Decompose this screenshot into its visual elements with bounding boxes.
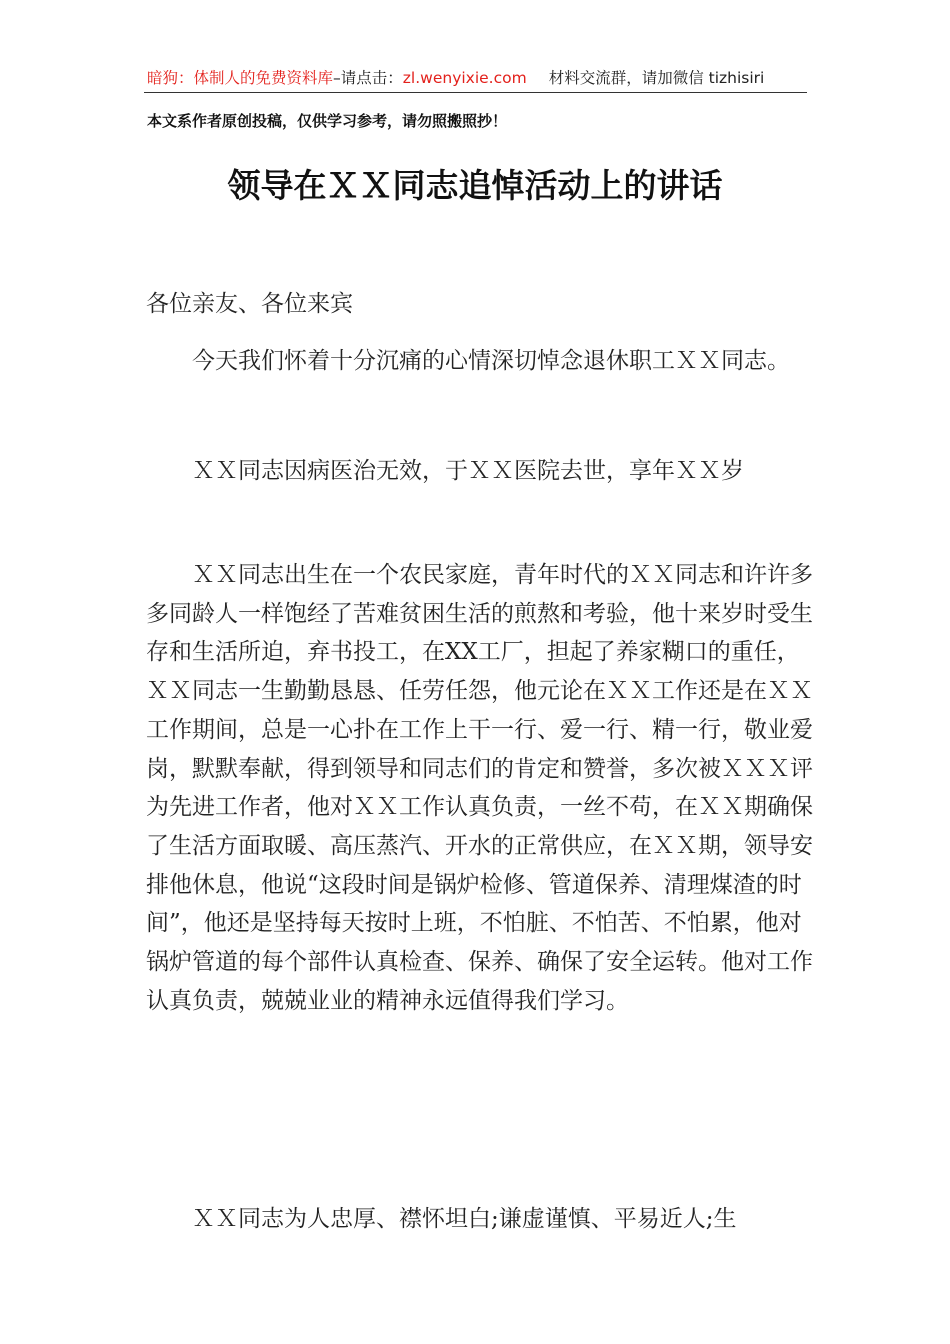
paragraph-text: ＸＸ同志因病医治无效，于ＸＸ医院去世，享年ＸＸ岁 — [192, 458, 744, 484]
click-prefix: –请点击： — [333, 69, 403, 87]
paragraph-text: ＸＸ同志为人忠厚、襟怀坦白;谦虚谨慎、平易近人;生 — [192, 1206, 737, 1232]
document-title: 领导在ＸＸ同志追悼活动上的讲话 — [227, 166, 723, 205]
paragraph-text: 今天我们怀着十分沉痛的心情深切悼念退休职工ＸＸ同志。 — [192, 348, 790, 374]
body-paragraph-3 — [146, 556, 814, 1020]
body-paragraph-2 — [146, 452, 814, 491]
paragraph-text: ＸＸ同志出生在一个农民家庭，青年时代的ＸＸ同志和许许多多同龄人一样饱经了苦难贫困生活的煎熬和考验，他十来岁时受生存和生活所迫，弃书投工，在XX工厂，担起了养家糊口的重任，ＸＸ同志一生勤勤恳恳、任劳任怨，他元论在ＸＸ工作还是在ＸＸ工作期间，总是一心扑在工作上干一行、爱一行、精一行，敬业爱岗，默默奉献，得到领导和同志们的肯定和赞誉，多次被ＸＸＸ评为先进工作者，他对ＸＸ工作认真负责，一丝不苟，在ＸＸ期确保了生活方面取暖、高压蒸汽、开水的正常供应，在ＸＸ期，领导安排他休息，他说“这段时间是锅炉检修、管道保养、清理煤渣的时间”，他还是坚持每天按时上班，不怕脏、不怕苦、不怕累，他对锅炉管道的每个部件认真检查、保养、确保了安全运转。他对工作认真负责，兢兢业业的精神永远值得我们学习。 — [146, 562, 813, 1014]
header-bar — [147, 66, 807, 88]
body-paragraph-4 — [146, 1200, 814, 1239]
header-divider — [144, 92, 807, 93]
salutation: 各位亲友、各位来宾 — [146, 291, 353, 317]
wechat-text: 材料交流群，请加微信 tizhisiri — [548, 69, 765, 87]
body-paragraph-1 — [146, 342, 814, 381]
site-label[interactable]: 暗狗：体制人的免费资料库 — [147, 69, 334, 87]
site-url-link[interactable]: zl.wenyixie.com — [402, 69, 527, 87]
disclaimer: 本文系作者原创投稿，仅供学习参考，请勿照搬照抄！ — [147, 112, 508, 130]
